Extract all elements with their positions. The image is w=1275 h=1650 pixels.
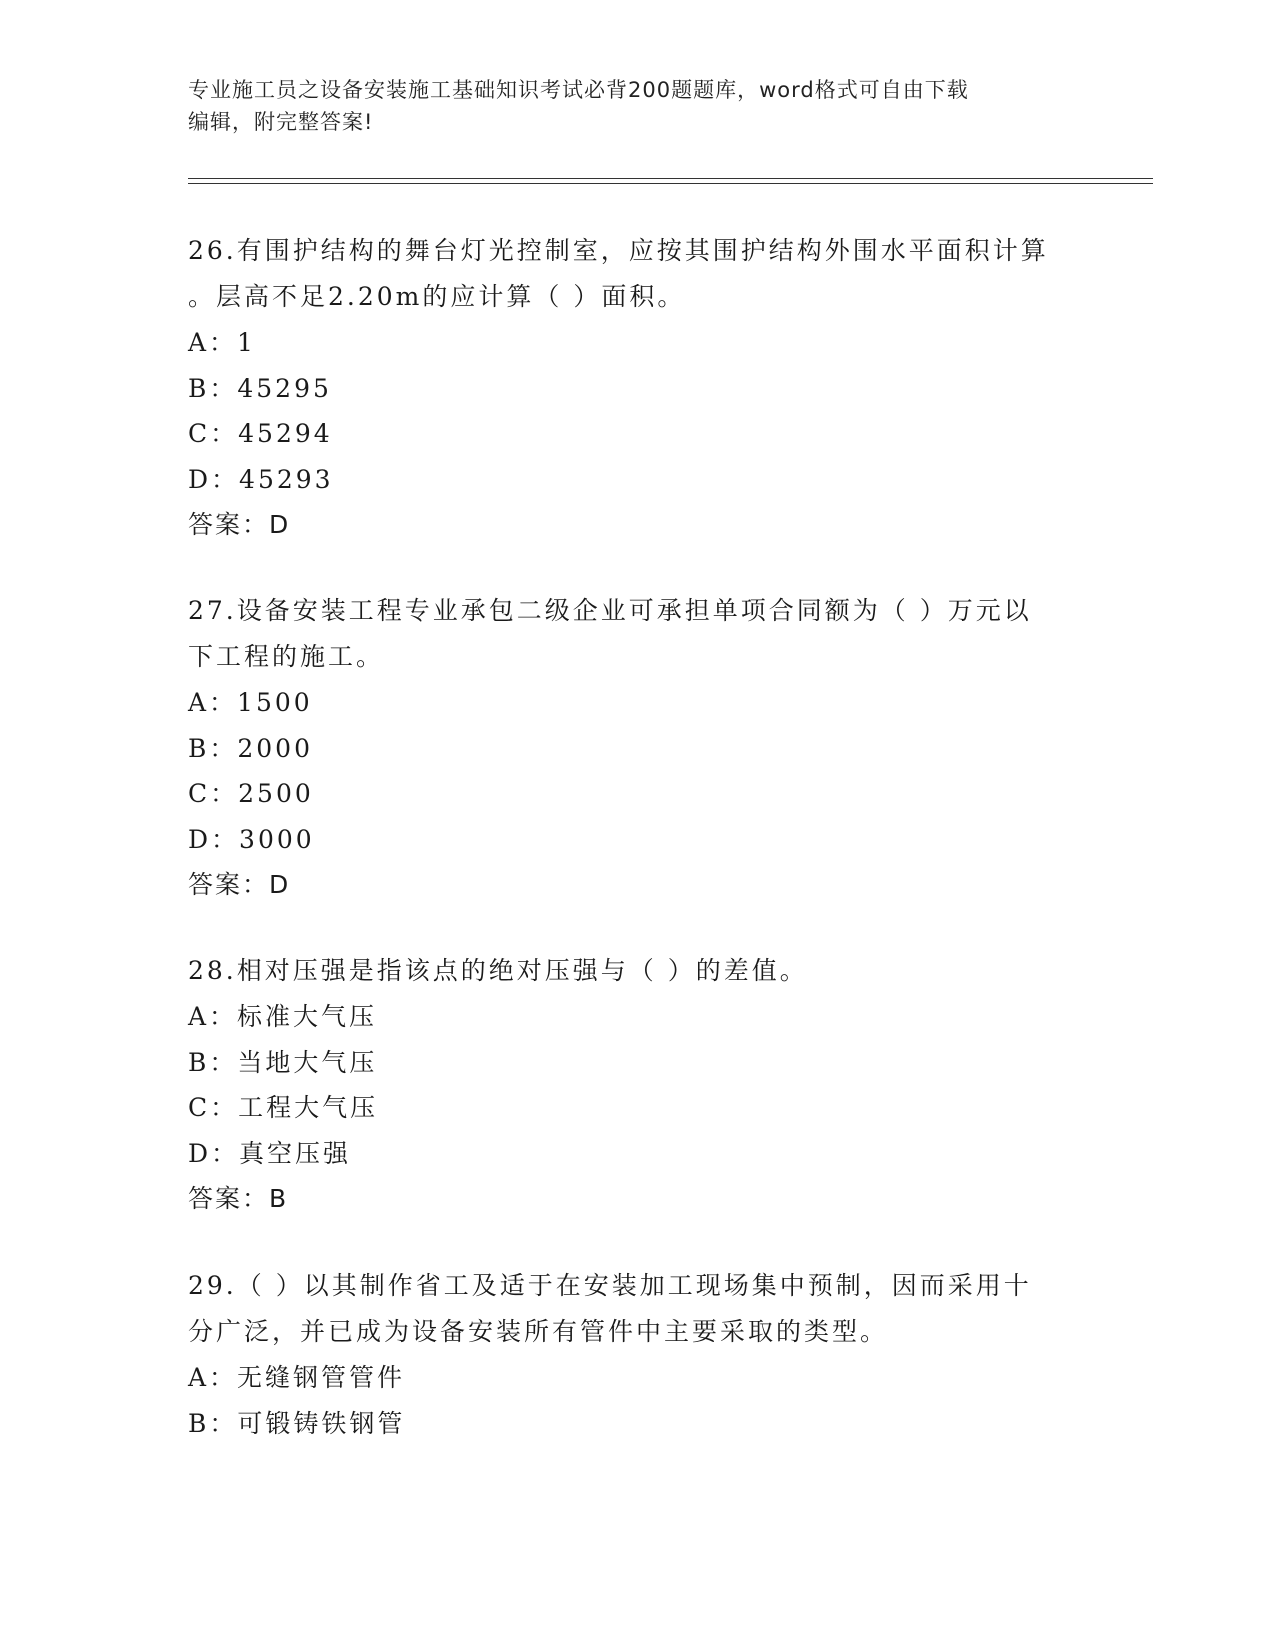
question-26 — [188, 228, 1068, 548]
option-b: B：当地大气压 — [188, 1047, 378, 1077]
question-stem-line: 28.相对压强是指该点的绝对压强与（ ）的差值。 — [188, 956, 808, 985]
option-c: C：工程大气压 — [188, 1093, 379, 1122]
option-b: B：2000 — [188, 733, 313, 763]
question-stem-line: 分广泛，并已成为设备安装所有管件中主要采取的类型。 — [188, 1317, 889, 1346]
option-c: C：2500 — [188, 779, 314, 808]
header-line-1: 专业施工员之设备安装施工基础知识考试必背200题题库，word格式可自由下载 — [188, 78, 969, 102]
header-line-2: 编辑，附完整答案! — [188, 110, 374, 134]
option-b: B：可锻铸铁钢管 — [188, 1408, 406, 1438]
question-27 — [188, 588, 1068, 908]
option-b: B：45295 — [188, 373, 332, 403]
question-stem-line: 下工程的施工。 — [188, 642, 385, 671]
question-stem-line: 26.有围护结构的舞台灯光控制室，应按其围护结构外围水平面积计算 — [188, 236, 1049, 265]
document-header — [188, 74, 1068, 138]
option-d: D：3000 — [188, 824, 315, 854]
option-a: A：1 — [188, 328, 256, 357]
header-divider-top — [188, 178, 1153, 179]
question-stem-line: 27.设备安装工程专业承包二级企业可承担单项合同额为（ ）万元以 — [188, 596, 1032, 625]
option-a: A：无缝钢管管件 — [188, 1363, 406, 1392]
option-a: A：标准大气压 — [188, 1002, 378, 1031]
option-d: D：真空压强 — [188, 1138, 352, 1168]
answer-label: 答案：D — [188, 870, 291, 899]
question-stem-line: 。层高不足2.20m的应计算（ ）面积。 — [188, 282, 686, 311]
option-a: A：1500 — [188, 688, 313, 717]
question-28 — [188, 948, 1068, 1222]
header-divider-bottom — [188, 183, 1153, 184]
option-c: C：45294 — [188, 419, 333, 448]
answer-label: 答案：B — [188, 1184, 289, 1213]
answer-label: 答案：D — [188, 510, 291, 539]
option-d: D：45293 — [188, 464, 334, 494]
question-stem-line: 29.（ ）以其制作省工及适于在安装加工现场集中预制，因而采用十 — [188, 1271, 1032, 1300]
question-29 — [188, 1263, 1068, 1446]
